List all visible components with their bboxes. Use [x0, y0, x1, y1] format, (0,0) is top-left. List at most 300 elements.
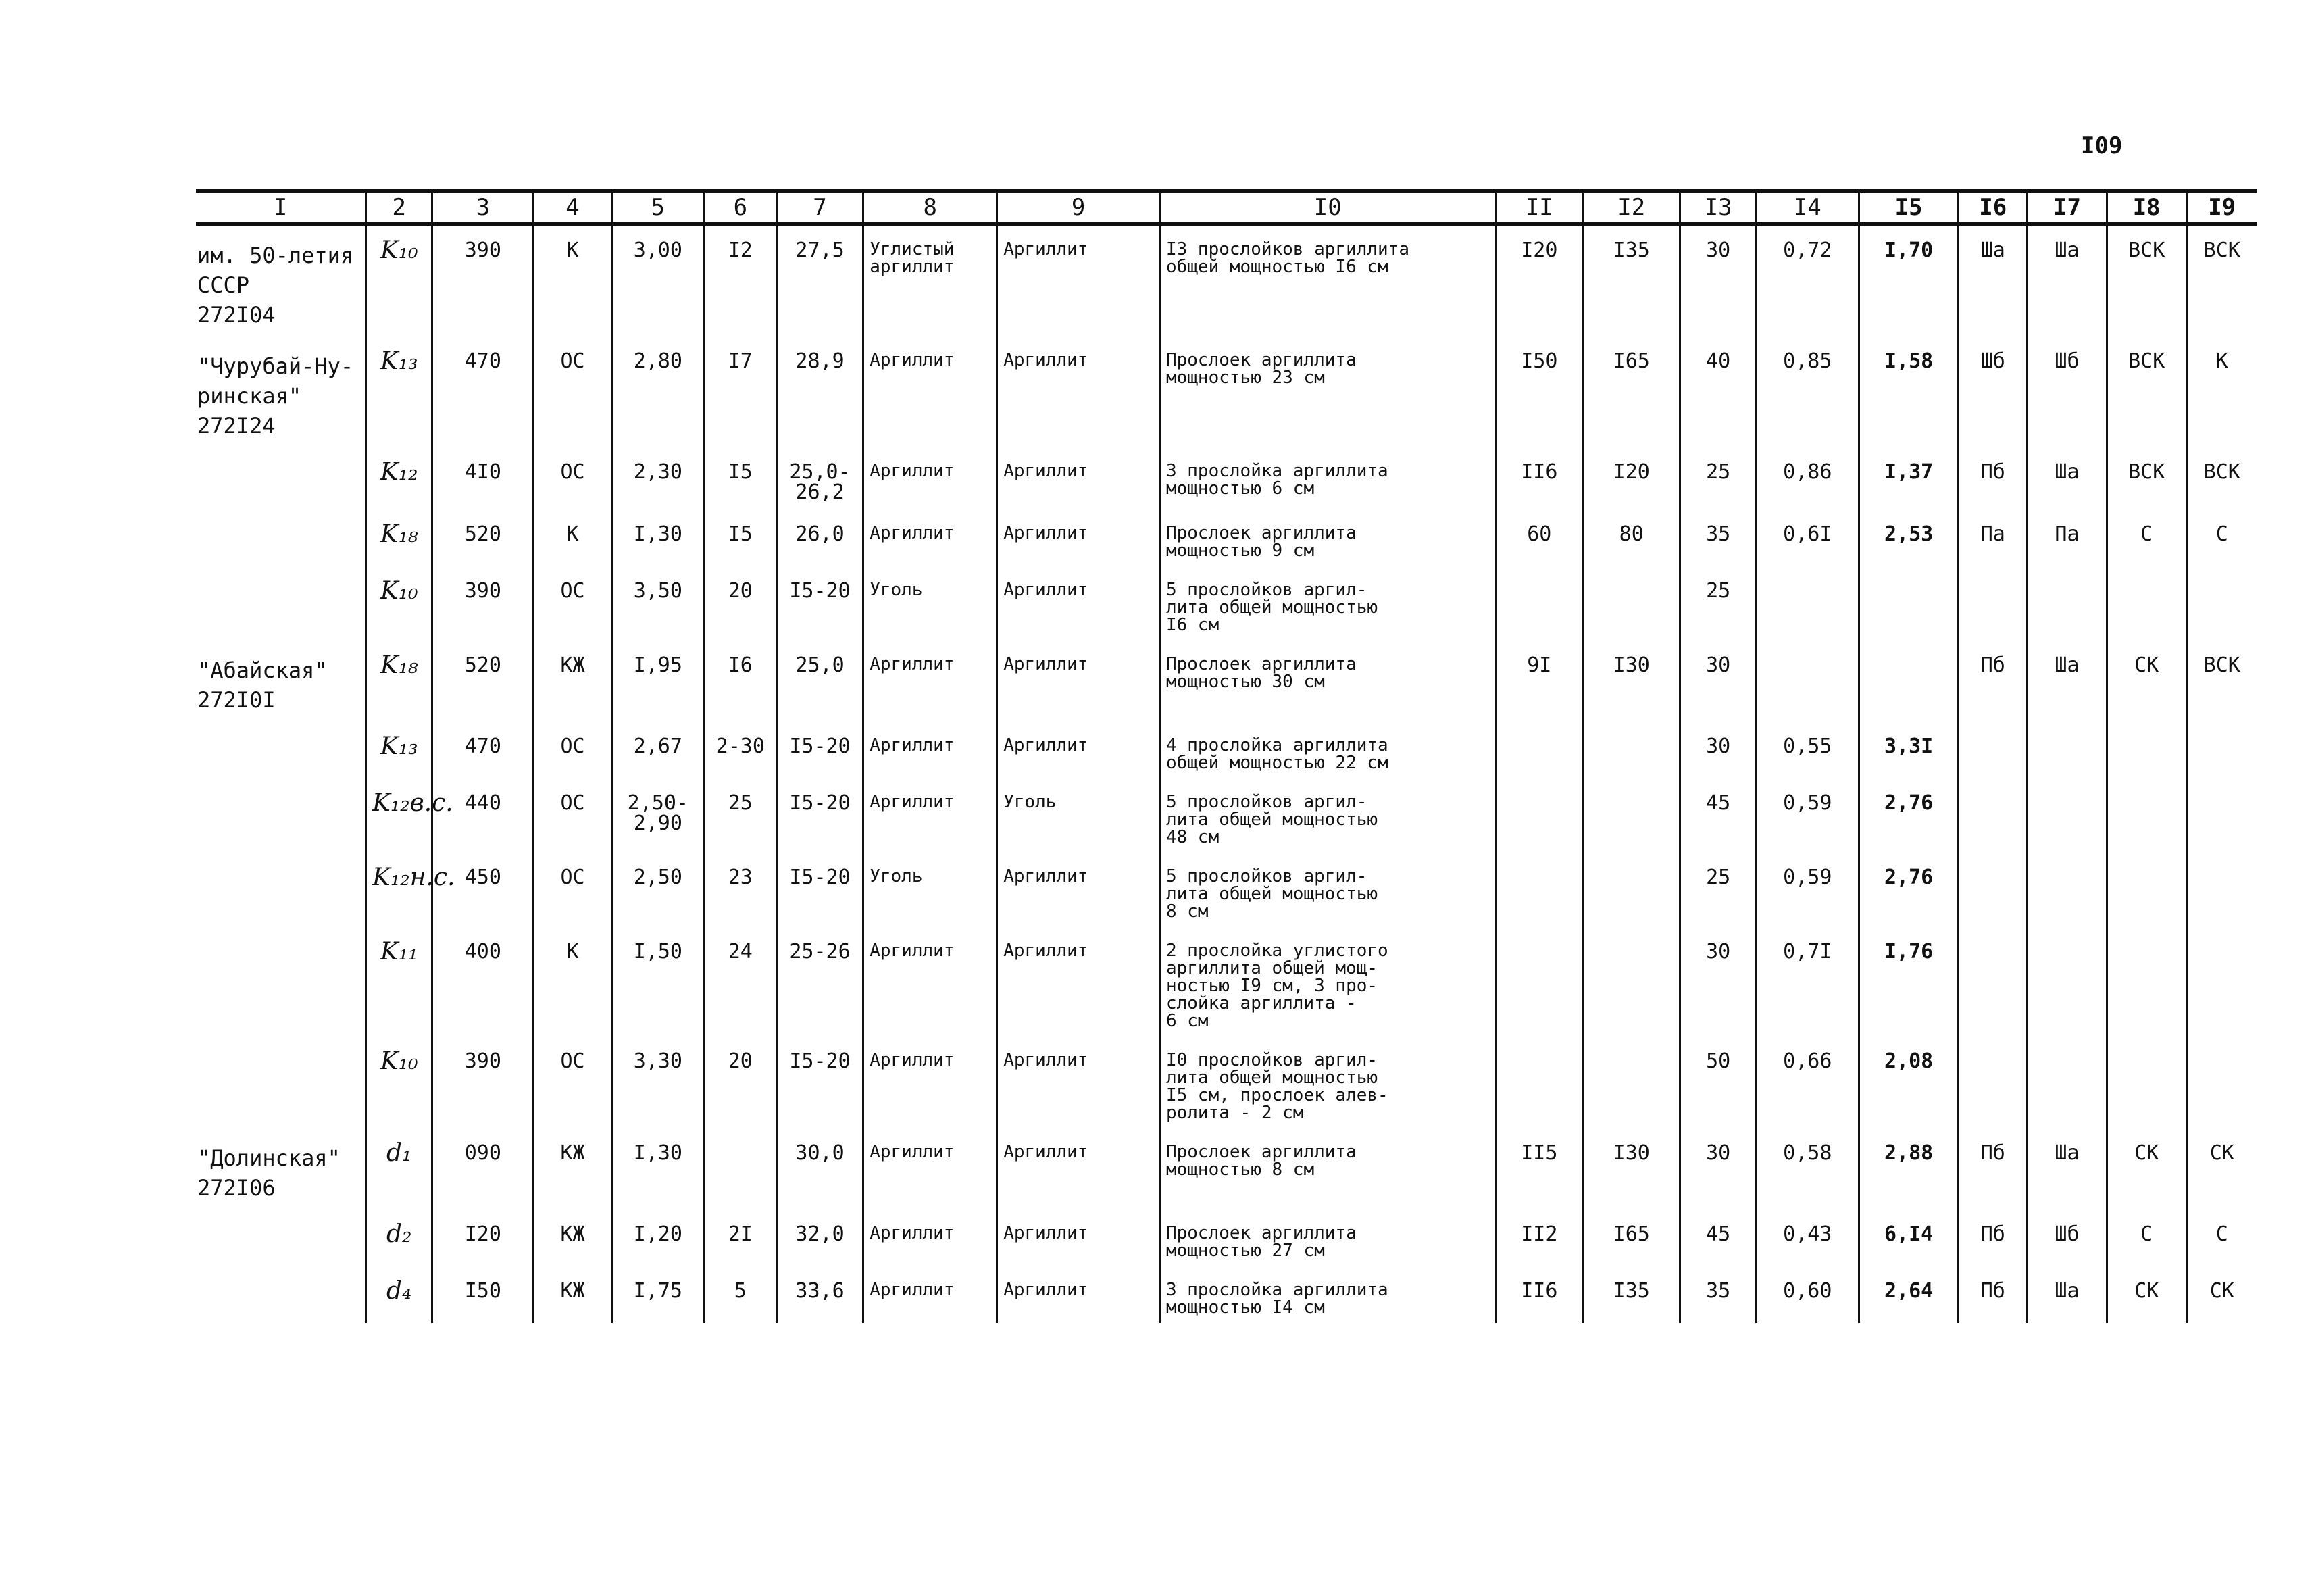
- cell-mine: [196, 447, 366, 509]
- cell-c19: [2186, 722, 2257, 778]
- cell-c14: 0,72: [1756, 224, 1859, 337]
- cell-c15: I,76: [1859, 927, 1959, 1037]
- column-header-19: I9: [2186, 191, 2257, 224]
- cell-c19: K: [2186, 336, 2257, 447]
- cell-c7: 32,0: [776, 1210, 863, 1266]
- cell-c18: ВСК: [2107, 224, 2186, 337]
- cell-c17: [2028, 566, 2107, 641]
- cell-c13: 30: [1680, 722, 1756, 778]
- cell-c14: 0,59: [1756, 778, 1859, 853]
- cell-c4: ОС: [534, 336, 612, 447]
- cell-c19: С: [2186, 1210, 2257, 1266]
- cell-c13: 25: [1680, 447, 1756, 509]
- cell-c15: I,37: [1859, 447, 1959, 509]
- cell-c13: 25: [1680, 853, 1756, 927]
- cell-seam: K₁₂н.с.: [366, 853, 432, 927]
- table-row: [196, 509, 2257, 566]
- cell-c3: 520: [432, 641, 534, 722]
- column-header-9: 9: [997, 191, 1160, 224]
- cell-c7: 25-26: [776, 927, 863, 1037]
- cell-c3: 470: [432, 336, 534, 447]
- cell-c12: 80: [1583, 509, 1680, 566]
- cell-c12: I65: [1583, 1210, 1680, 1266]
- cell-c11: II6: [1496, 1266, 1582, 1323]
- table-row: [196, 927, 2257, 1037]
- cell-c13: 35: [1680, 509, 1756, 566]
- cell-c6: I5: [704, 447, 776, 509]
- cell-c6: I6: [704, 641, 776, 722]
- cell-c13: 45: [1680, 1210, 1756, 1266]
- cell-c11: [1496, 566, 1582, 641]
- cell-c4: ОС: [534, 853, 612, 927]
- cell-c16: Пб: [1959, 1210, 2028, 1266]
- cell-c16: [1959, 1037, 2028, 1128]
- cell-c13: 50: [1680, 1037, 1756, 1128]
- cell-c12: I35: [1583, 1266, 1680, 1323]
- cell-c4: ОС: [534, 1037, 612, 1128]
- column-header-7: 7: [776, 191, 863, 224]
- cell-c10: I3 прослойков аргиллита общей мощностью I6 см: [1159, 224, 1496, 337]
- cell-c9: Уголь: [997, 778, 1160, 853]
- column-header-6: 6: [704, 191, 776, 224]
- cell-c4: K: [534, 224, 612, 337]
- cell-seam: d₄: [366, 1266, 432, 1323]
- data-table-container: [196, 189, 2257, 1323]
- cell-c8: Аргиллит: [863, 1037, 997, 1128]
- cell-c11: [1496, 778, 1582, 853]
- cell-c10: Прослоек аргиллита мощностью 27 см: [1159, 1210, 1496, 1266]
- cell-c3: 390: [432, 224, 534, 337]
- cell-mine: "Долинская" 272I06: [197, 1145, 341, 1201]
- cell-c17: Па: [2028, 509, 2107, 566]
- cell-c12: I30: [1583, 641, 1680, 722]
- cell-c17: [2028, 722, 2107, 778]
- table-row: [196, 853, 2257, 927]
- cell-c6: 2I: [704, 1210, 776, 1266]
- cell-c12: I30: [1583, 1128, 1680, 1210]
- cell-seam: K₁₈: [366, 641, 432, 722]
- cell-c13: 25: [1680, 566, 1756, 641]
- cell-c4: КЖ: [534, 641, 612, 722]
- cell-c12: [1583, 853, 1680, 927]
- cell-c17: [2028, 778, 2107, 853]
- cell-seam: K₁₀: [366, 566, 432, 641]
- cell-c17: Шб: [2028, 1210, 2107, 1266]
- cell-c8: Уголь: [863, 853, 997, 927]
- cell-c19: [2186, 1037, 2257, 1128]
- cell-c7: 27,5: [776, 224, 863, 337]
- cell-c15: 3,3I: [1859, 722, 1959, 778]
- table-row: [196, 336, 2257, 447]
- cell-c14: 0,43: [1756, 1210, 1859, 1266]
- cell-c10: Прослоек аргиллита мощностью 30 см: [1159, 641, 1496, 722]
- cell-c19: ВСК: [2186, 224, 2257, 337]
- cell-c3: 400: [432, 927, 534, 1037]
- cell-c4: КЖ: [534, 1128, 612, 1210]
- cell-c8: Уголь: [863, 566, 997, 641]
- table-row: [196, 1210, 2257, 1266]
- cell-c18: [2107, 853, 2186, 927]
- cell-c16: Пб: [1959, 447, 2028, 509]
- cell-c10: Прослоек аргиллита мощностью 23 см: [1159, 336, 1496, 447]
- cell-c13: 45: [1680, 778, 1756, 853]
- cell-c17: [2028, 1037, 2107, 1128]
- cell-c11: 9I: [1496, 641, 1582, 722]
- cell-c3: I20: [432, 1210, 534, 1266]
- cell-c10: 3 прослойка аргиллита мощностью 6 см: [1159, 447, 1496, 509]
- cell-seam: d₁: [366, 1128, 432, 1210]
- cell-c13: 30: [1680, 1128, 1756, 1210]
- cell-c12: [1583, 927, 1680, 1037]
- cell-c10: 5 прослойков аргил- лита общей мощностью I6 см: [1159, 566, 1496, 641]
- cell-c3: 520: [432, 509, 534, 566]
- cell-c6: I7: [704, 336, 776, 447]
- cell-mine: [196, 778, 366, 853]
- cell-c17: Ша: [2028, 1128, 2107, 1210]
- cell-seam: K₁₀: [366, 1037, 432, 1128]
- column-header-5: 5: [611, 191, 704, 224]
- cell-c11: II5: [1496, 1128, 1582, 1210]
- cell-c17: Ша: [2028, 224, 2107, 337]
- cell-c9: Аргиллит: [997, 1210, 1160, 1266]
- cell-c18: С: [2107, 509, 2186, 566]
- cell-c19: [2186, 778, 2257, 853]
- cell-seam: K₁₈: [366, 509, 432, 566]
- cell-c8: Углистый аргиллит: [863, 224, 997, 337]
- cell-c16: [1959, 778, 2028, 853]
- cell-c13: 40: [1680, 336, 1756, 447]
- cell-c19: СК: [2186, 1266, 2257, 1323]
- cell-c18: [2107, 566, 2186, 641]
- column-header-8: 8: [863, 191, 997, 224]
- cell-c5: 3,30: [611, 1037, 704, 1128]
- cell-mine: [196, 1210, 366, 1266]
- cell-mine: [196, 853, 366, 927]
- cell-c5: 2,30: [611, 447, 704, 509]
- column-header-4: 4: [534, 191, 612, 224]
- cell-c10: 5 прослойков аргил- лита общей мощностью 48 см: [1159, 778, 1496, 853]
- cell-c19: [2186, 853, 2257, 927]
- cell-c18: [2107, 778, 2186, 853]
- cell-c14: 0,66: [1756, 1037, 1859, 1128]
- cell-c19: [2186, 927, 2257, 1037]
- cell-c17: [2028, 927, 2107, 1037]
- cell-c8: Аргиллит: [863, 1128, 997, 1210]
- cell-c19: [2186, 566, 2257, 641]
- cell-c10: 4 прослойка аргиллита общей мощностью 22 см: [1159, 722, 1496, 778]
- cell-c5: 2,50: [611, 853, 704, 927]
- column-header-12: I2: [1583, 191, 1680, 224]
- cell-c10: Прослоек аргиллита мощностью 9 см: [1159, 509, 1496, 566]
- cell-c16: Пб: [1959, 641, 2028, 722]
- cell-c19: С: [2186, 509, 2257, 566]
- cell-c5: I,30: [611, 509, 704, 566]
- cell-c14: 0,55: [1756, 722, 1859, 778]
- cell-c15: 2,53: [1859, 509, 1959, 566]
- cell-c11: 60: [1496, 509, 1582, 566]
- cell-c8: Аргиллит: [863, 1266, 997, 1323]
- cell-c7: 33,6: [776, 1266, 863, 1323]
- cell-c9: Аргиллит: [997, 1037, 1160, 1128]
- cell-c16: Ша: [1959, 224, 2028, 337]
- cell-mine: "Чурубай-Ну- ринская" 272I24: [197, 353, 354, 439]
- table-body: [196, 224, 2257, 1324]
- cell-c7: I5-20: [776, 853, 863, 927]
- cell-c4: ОС: [534, 722, 612, 778]
- cell-c10: 2 прослойка углистого аргиллита общей мощ- ностью I9 см, 3 про- слойка аргиллита - 6 см: [1159, 927, 1496, 1037]
- cell-c18: [2107, 1037, 2186, 1128]
- cell-c14: 0,59: [1756, 853, 1859, 927]
- table-row: [196, 1128, 2257, 1210]
- cell-c3: 450: [432, 853, 534, 927]
- cell-c18: [2107, 722, 2186, 778]
- cell-c9: Аргиллит: [997, 1128, 1160, 1210]
- column-header-2: 2: [366, 191, 432, 224]
- cell-c18: СК: [2107, 641, 2186, 722]
- cell-c5: I,75: [611, 1266, 704, 1323]
- cell-c5: 2,80: [611, 336, 704, 447]
- column-header-3: 3: [432, 191, 534, 224]
- cell-c9: Аргиллит: [997, 1266, 1160, 1323]
- cell-c5: 3,00: [611, 224, 704, 337]
- cell-c4: K: [534, 509, 612, 566]
- cell-c7: I5-20: [776, 778, 863, 853]
- cell-c9: Аргиллит: [997, 722, 1160, 778]
- cell-c10: 3 прослойка аргиллита мощностью I4 см: [1159, 1266, 1496, 1323]
- table-row: [196, 1037, 2257, 1128]
- cell-c4: K: [534, 927, 612, 1037]
- cell-c8: Аргиллит: [863, 447, 997, 509]
- cell-mine: "Абайская" 272I0I: [197, 657, 328, 713]
- cell-c18: СК: [2107, 1128, 2186, 1210]
- cell-seam: K₁₃: [366, 722, 432, 778]
- cell-c3: 390: [432, 1037, 534, 1128]
- cell-c12: I65: [1583, 336, 1680, 447]
- cell-c4: ОС: [534, 778, 612, 853]
- cell-c15: 2,76: [1859, 778, 1959, 853]
- cell-c19: ВСК: [2186, 447, 2257, 509]
- column-header-1: I: [196, 191, 366, 224]
- cell-c18: С: [2107, 1210, 2186, 1266]
- cell-c14: [1756, 641, 1859, 722]
- cell-c7: 25,0- 26,2: [776, 447, 863, 509]
- cell-c5: I,30: [611, 1128, 704, 1210]
- cell-c9: Аргиллит: [997, 927, 1160, 1037]
- cell-c6: 20: [704, 566, 776, 641]
- cell-c15: 2,88: [1859, 1128, 1959, 1210]
- column-header-14: I4: [1756, 191, 1859, 224]
- cell-mine: [196, 1037, 366, 1128]
- cell-c5: I,95: [611, 641, 704, 722]
- cell-c4: КЖ: [534, 1210, 612, 1266]
- cell-c6: 5: [704, 1266, 776, 1323]
- cell-c7: 28,9: [776, 336, 863, 447]
- cell-c5: 2,67: [611, 722, 704, 778]
- cell-c12: I20: [1583, 447, 1680, 509]
- cell-c17: Ша: [2028, 1266, 2107, 1323]
- cell-c4: ОС: [534, 447, 612, 509]
- table-row: [196, 722, 2257, 778]
- cell-mine: [196, 722, 366, 778]
- cell-c7: I5-20: [776, 566, 863, 641]
- column-header-15: I5: [1859, 191, 1959, 224]
- cell-c15: [1859, 566, 1959, 641]
- table-row: [196, 447, 2257, 509]
- table-row: [196, 1266, 2257, 1323]
- cell-c5: 3,50: [611, 566, 704, 641]
- cell-c8: Аргиллит: [863, 641, 997, 722]
- cell-c8: Аргиллит: [863, 336, 997, 447]
- header-row: [196, 191, 2257, 224]
- cell-c11: I20: [1496, 224, 1582, 337]
- cell-c3: 4I0: [432, 447, 534, 509]
- cell-c17: Шб: [2028, 336, 2107, 447]
- cell-c3: 090: [432, 1128, 534, 1210]
- column-header-17: I7: [2028, 191, 2107, 224]
- cell-c5: I,20: [611, 1210, 704, 1266]
- cell-c5: I,50: [611, 927, 704, 1037]
- cell-c9: Аргиллит: [997, 509, 1160, 566]
- cell-c11: II6: [1496, 447, 1582, 509]
- cell-c11: [1496, 927, 1582, 1037]
- cell-c3: I50: [432, 1266, 534, 1323]
- cell-c7: 30,0: [776, 1128, 863, 1210]
- cell-c3: 470: [432, 722, 534, 778]
- cell-mine: [196, 927, 366, 1037]
- cell-c10: 5 прослойков аргил- лита общей мощностью 8 см: [1159, 853, 1496, 927]
- table-row: [196, 778, 2257, 853]
- column-header-18: I8: [2107, 191, 2186, 224]
- cell-mine: [196, 566, 366, 641]
- cell-c9: Аргиллит: [997, 566, 1160, 641]
- cell-c13: 30: [1680, 224, 1756, 337]
- data-table: [196, 189, 2257, 1323]
- cell-c17: [2028, 853, 2107, 927]
- cell-c17: Ша: [2028, 641, 2107, 722]
- cell-c5: 2,50- 2,90: [611, 778, 704, 853]
- cell-c15: [1859, 641, 1959, 722]
- cell-c6: 20: [704, 1037, 776, 1128]
- cell-c16: [1959, 853, 2028, 927]
- cell-c11: [1496, 722, 1582, 778]
- cell-c18: ВСК: [2107, 447, 2186, 509]
- cell-mine: [196, 1266, 366, 1323]
- cell-c9: Аргиллит: [997, 224, 1160, 337]
- cell-c10: I0 прослойков аргил- лита общей мощностью I5 см, прослоек алев- ролита - 2 см: [1159, 1037, 1496, 1128]
- cell-c6: 25: [704, 778, 776, 853]
- cell-c16: Пб: [1959, 1266, 2028, 1323]
- cell-c11: [1496, 1037, 1582, 1128]
- cell-c6: 23: [704, 853, 776, 927]
- cell-c15: I,58: [1859, 336, 1959, 447]
- cell-c13: 30: [1680, 927, 1756, 1037]
- cell-c14: 0,85: [1756, 336, 1859, 447]
- cell-c7: I5-20: [776, 722, 863, 778]
- table-row: [196, 224, 2257, 337]
- cell-c19: СК: [2186, 1128, 2257, 1210]
- cell-seam: d₂: [366, 1210, 432, 1266]
- cell-c15: 2,64: [1859, 1266, 1959, 1323]
- cell-c9: Аргиллит: [997, 853, 1160, 927]
- cell-c7: I5-20: [776, 1037, 863, 1128]
- cell-c16: Шб: [1959, 336, 2028, 447]
- cell-c9: Аргиллит: [997, 641, 1160, 722]
- cell-c14: [1756, 566, 1859, 641]
- cell-c17: Ша: [2028, 447, 2107, 509]
- cell-c12: [1583, 566, 1680, 641]
- column-header-16: I6: [1959, 191, 2028, 224]
- cell-c9: Аргиллит: [997, 447, 1160, 509]
- cell-seam: K₁₂в.с.: [366, 778, 432, 853]
- cell-c7: 25,0: [776, 641, 863, 722]
- cell-c13: 35: [1680, 1266, 1756, 1323]
- cell-seam: K₁₀: [366, 224, 432, 337]
- cell-c4: КЖ: [534, 1266, 612, 1323]
- cell-c8: Аргиллит: [863, 722, 997, 778]
- cell-seam: K₁₃: [366, 336, 432, 447]
- cell-c19: ВСК: [2186, 641, 2257, 722]
- cell-c15: 2,08: [1859, 1037, 1959, 1128]
- column-header-13: I3: [1680, 191, 1756, 224]
- cell-c7: 26,0: [776, 509, 863, 566]
- cell-c16: [1959, 566, 2028, 641]
- cell-c16: [1959, 722, 2028, 778]
- cell-c14: 0,6I: [1756, 509, 1859, 566]
- cell-c14: 0,7I: [1756, 927, 1859, 1037]
- cell-mine: им. 50-летия СССР 272I04: [197, 243, 354, 328]
- cell-c14: 0,86: [1756, 447, 1859, 509]
- cell-c3: 440: [432, 778, 534, 853]
- cell-c12: [1583, 1037, 1680, 1128]
- cell-c8: Аргиллит: [863, 1210, 997, 1266]
- table-row: [196, 566, 2257, 641]
- cell-c3: 390: [432, 566, 534, 641]
- cell-c8: Аргиллит: [863, 509, 997, 566]
- cell-c11: I50: [1496, 336, 1582, 447]
- cell-c16: Пб: [1959, 1128, 2028, 1210]
- cell-c12: I35: [1583, 224, 1680, 337]
- cell-c6: 2-30: [704, 722, 776, 778]
- column-header-10: I0: [1159, 191, 1496, 224]
- cell-c18: ВСК: [2107, 336, 2186, 447]
- cell-mine: [196, 509, 366, 566]
- cell-c18: СК: [2107, 1266, 2186, 1323]
- cell-c9: Аргиллит: [997, 336, 1160, 447]
- cell-c8: Аргиллит: [863, 927, 997, 1037]
- cell-c14: 0,60: [1756, 1266, 1859, 1323]
- cell-c13: 30: [1680, 641, 1756, 722]
- cell-c12: [1583, 778, 1680, 853]
- cell-c10: Прослоек аргиллита мощностью 8 см: [1159, 1128, 1496, 1210]
- cell-c16: Па: [1959, 509, 2028, 566]
- cell-c14: 0,58: [1756, 1128, 1859, 1210]
- column-header-11: II: [1496, 191, 1582, 224]
- cell-c4: ОС: [534, 566, 612, 641]
- cell-c11: II2: [1496, 1210, 1582, 1266]
- cell-c16: [1959, 927, 2028, 1037]
- page-number: I09: [2081, 132, 2123, 159]
- cell-c15: 6,I4: [1859, 1210, 1959, 1266]
- cell-c15: I,70: [1859, 224, 1959, 337]
- cell-c6: I5: [704, 509, 776, 566]
- cell-c18: [2107, 927, 2186, 1037]
- cell-c11: [1496, 853, 1582, 927]
- table-row: [196, 641, 2257, 722]
- cell-c6: [704, 1128, 776, 1210]
- cell-c6: 24: [704, 927, 776, 1037]
- cell-c12: [1583, 722, 1680, 778]
- cell-c15: 2,76: [1859, 853, 1959, 927]
